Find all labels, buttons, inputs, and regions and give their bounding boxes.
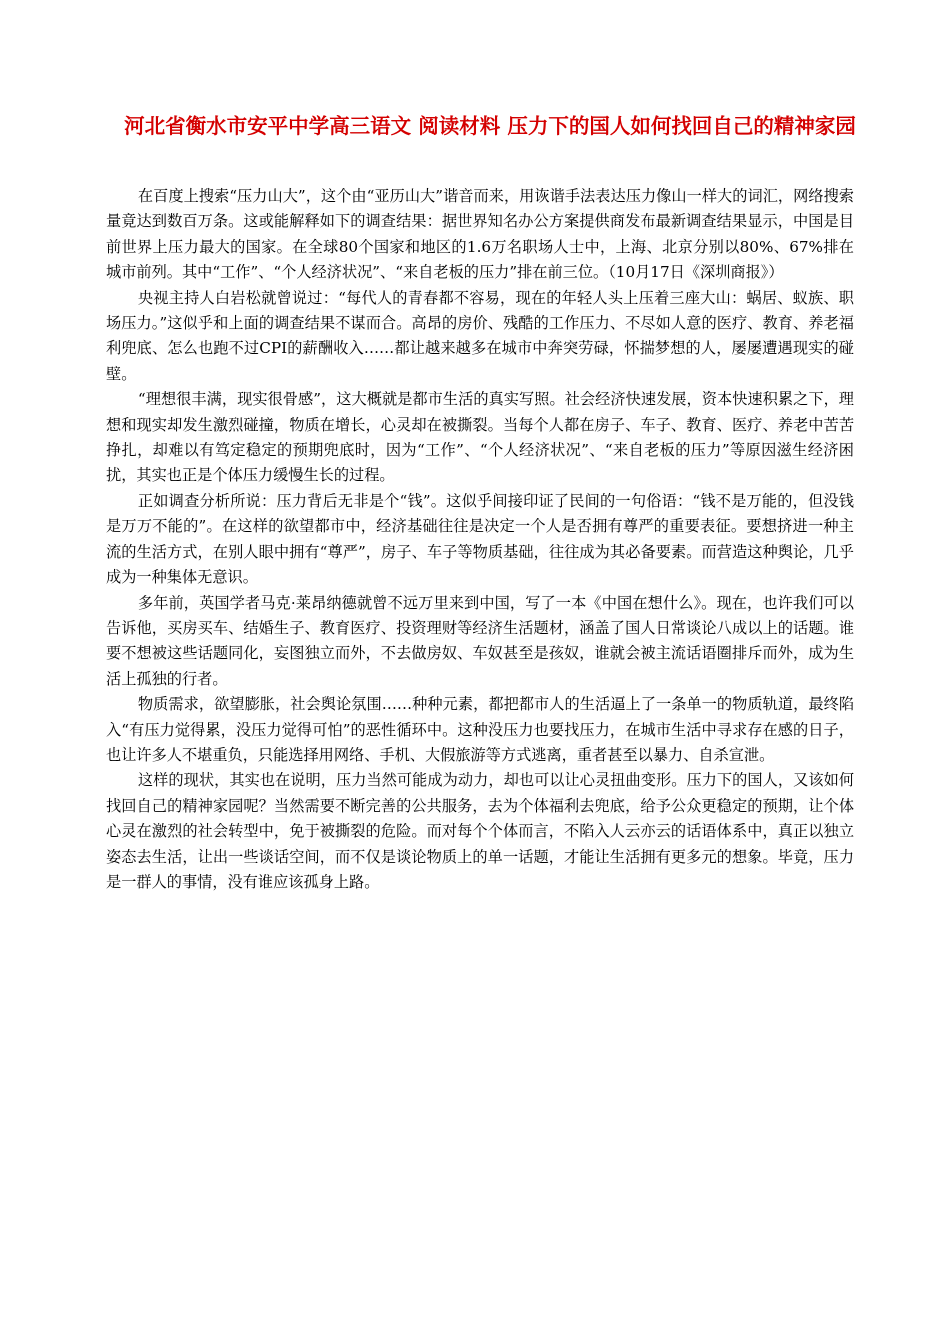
article-body xyxy=(106,184,854,895)
paragraph-2: 央视主持人白岩松就曾说过：“每代人的青春都不容易，现在的年轻人头上压着三座大山：蜗居、蚁族、职场压力。”这似乎和上面的调查结果不谋而合。高昂的房价、残酷的工作压力、不尽如人意的医疗、教育、养老福利兜底、怎么也跑不过CPI的薪酬收入……都让越来越多在城市中奔突劳碌，怀揣梦想的人，屡屡遭遇现实的碰壁。 xyxy=(106,288,854,383)
document-title: 河北省衡水市安平中学高三语文 阅读材料 压力下的国人如何找回自己的精神家园 xyxy=(124,114,856,138)
paragraph-4: 正如调查分析所说：压力背后无非是个“钱”。这似乎间接印证了民间的一句俗语：“钱不是万能的，但没钱是万万不能的”。在这样的欲望都市中，经济基础往往是决定一个人是否拥有尊严的重要表征。要想挤进一种主流的生活方式，在别人眼中拥有“尊严”，房子、车子等物质基础，往往成为其必备要素。而营造这种舆论，几乎成为一种集体无意识。 xyxy=(106,491,854,587)
paragraph-6: 物质需求，欲望膨胀，社会舆论氛围……种种元素，都把都市人的生活逼上了一条单一的物质轨道，最终陷入“有压力觉得累，没压力觉得可怕”的恶性循环中。这种没压力也要找压力，在城市生活中寻求存在感的日子，也让许多人不堪重负，只能选择用网络、手机、大假旅游等方式逃离，重者甚至以暴力、自杀宣泄。 xyxy=(106,695,854,764)
paragraph-5: 多年前，英国学者马克·莱昂纳德就曾不远万里来到中国，写了一本《中国在想什么》。现在，也许我们可以告诉他，买房买车、结婚生子、教育医疗、投资理财等经济生活题材，涵盖了国人日常谈论八成以上的话题。谁要不想被这些话题同化，妄图独立而外，不去做房奴、车奴甚至是孩奴，谁就会被主流话语圈排斥而外，成为生活上孤独的行者。 xyxy=(106,593,854,688)
paragraph-3: “理想很丰满，现实很骨感”，这大概就是都市生活的真实写照。社会经济快速发展，资本快速积累之下，理想和现实却发生激烈碰撞，物质在增长，心灵却在被撕裂。当每个人都在房子、车子、教育、医疗、养老中苦苦挣扎，却难以有笃定稳定的预期兜底时，因为“工作”、“个人经济状况”、“来自老板的压力”等原因滋生经济困扰，其实也正是个体压力缓慢生长的过程。 xyxy=(106,390,854,485)
paragraph-7: 这样的现状，其实也在说明，压力当然可能成为动力，却也可以让心灵扭曲变形。压力下的国人，又该如何找回自己的精神家园呢？当然需要不断完善的公共服务，去为个体福利去兜底，给予公众更稳定的预期，让个体心灵在激烈的社会转型中，免于被撕裂的危险。而对每个个体而言，不陷入人云亦云的话语体系中，真正以独立姿态去生活，让出一些谈话空间，而不仅是谈论物质上的单一话题，才能让生活拥有更多元的想象。毕竟，压力是一群人的事情，没有谁应该孤身上路。 xyxy=(106,771,854,891)
paragraph-1: 在百度上搜索“压力山大”，这个由“亚历山大”谐音而来，用诙谐手法表达压力像山一样大的词汇，网络搜索量竟达到数百万条。这或能解释如下的调查结果：据世界知名办公方案提供商发布最新调查结果显示，中国是目前世界上压力最大的国家。在全球80个国家和地区的1.6万名职场人士中，上海、北京分别以80%、67%排在城市前列。其中“工作”、“个人经济状况”、“来自老板的压力”排在前三位。（10月17日《深圳商报》） xyxy=(106,187,854,282)
